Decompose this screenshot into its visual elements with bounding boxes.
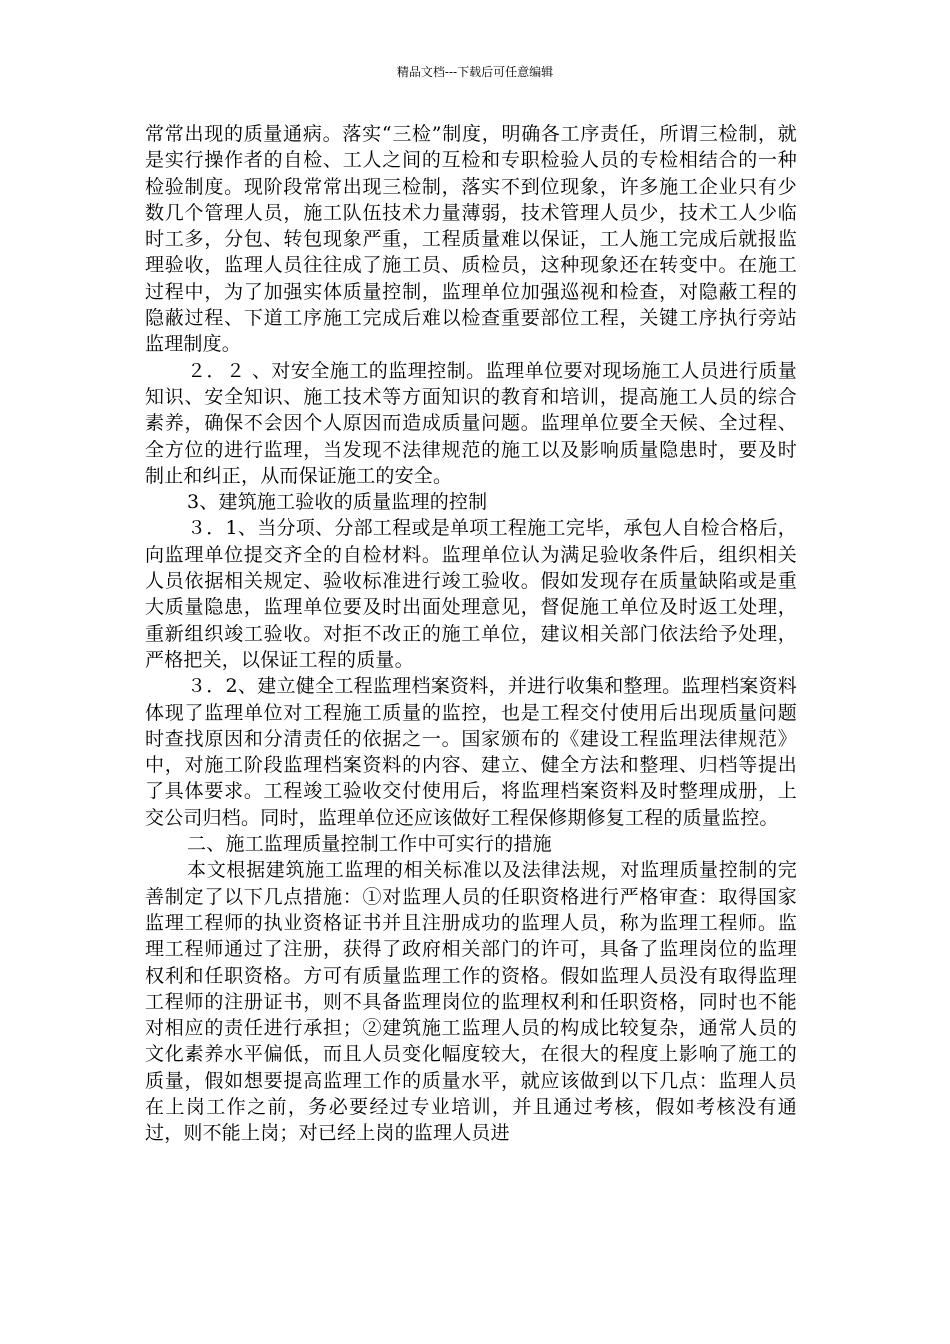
document-body [145, 121, 797, 1147]
paragraph-3-2: ３．2、建立健全工程监理档案资料，并进行收集和整理。监理档案资料体现了监理单位对工程施工质量的监控，也是工程交付使用后出现质量问题时查找原因和分清责任的依据之一。国家颁布的《建设工程监理法律规范》中，对施工阶段监理档案资料的内容、建立、健全方法和整理、归档等提出了具体要求。工程竣工验收交付使用后，将监理档案资料及时整理成册，上交公司归档。同时，监理单位还应该做好工程保修期修复工程的质量监控。 [145, 675, 797, 829]
paragraph-3-1: ３．1、当分项、分部工程或是单项工程施工完毕，承包人自检合格后，向监理单位提交齐全的自检材料。监理单位认为满足验收条件后，组织相关人员依据相关规定、验收标准进行竣工验收。假如发现存在质量缺陷或是重大质量隐患，监理单位要及时出面处理意见，督促施工单位及时返工处理，重新组织竣工验收。对拒不改正的施工单位，建议相关部门依法给予处理，严格把关，以保证工程的质量。 [145, 517, 797, 671]
paragraph-measures: 本文根据建筑施工监理的相关标准以及法律法规，对监理质量控制的完善制定了以下几点措施：①对监理人员的任职资格进行严格审查：取得国家监理工程师的执业资格证书并且注册成功的监理人员，称为监理工程师。监理工程师通过了注册，获得了政府相关部门的许可，具备了监理岗位的监理权利和任职资格。方可有质量监理工作的资格。假如监理人员没有取得监理工程师的注册证书，则不具备监理岗位的监理权利和任职资格，同时也不能对相应的责任进行承担；②建筑施工监理人员的构成比较复杂，通常人员的文化素养水平偏低，而且人员变化幅度较大，在很大的程度上影响了施工的质量，假如想要提高监理工作的质量水平，就应该做到以下几点：监理人员在上岗工作之前，务必要经过专业培训，并且通过考核，假如考核没有通过，则不能上岗；对已经上岗的监理人员进 [145, 859, 797, 1145]
paragraph-2: ２．２ 、对安全施工的监理控制。监理单位要对现场施工人员进行质量知识、安全知识、施工技术等方面知识的教育和培训，提高施工人员的综合素养，确保不会因个人原因而造成质量问题。监理单位要全天候、全过程、全方位的进行监理，当发现不法律规范的施工以及影响质量隐患时，要及时制止和纠正，从而保证施工的安全。 [145, 359, 797, 487]
section-heading-2: 二、施工监理质量控制工作中可实行的措施 [187, 833, 552, 856]
page-header: 精品文档---下载后可任意编辑 [396, 65, 554, 79]
section-heading-3: 3、建筑施工验收的质量监理的控制 [187, 491, 488, 514]
paragraph-1: 常常出现的质量通病。落实“三检”制度，明确各工序责任，所谓三检制，就是实行操作者的自检、工人之间的互检和专职检验人员的专检相结合的一种检验制度。现阶段常常出现三检制，落实不到位现象，许多施工企业只有少数几个管理人员，施工队伍技术力量薄弱，技术管理人员少，技术工人少临时工多，分包、转包现象严重，工程质量难以保证，工人施工完成后就报监理验收，监理人员往往成了施工员、质检员，这种现象还在转变中。在施工过程中，为了加强实体质量控制，监理单位加强巡视和检查，对隐蔽工程的隐蔽过程、下道工序施工完成后难以检查重要部位工程，关键工序执行旁站监理制度。 [145, 123, 797, 356]
